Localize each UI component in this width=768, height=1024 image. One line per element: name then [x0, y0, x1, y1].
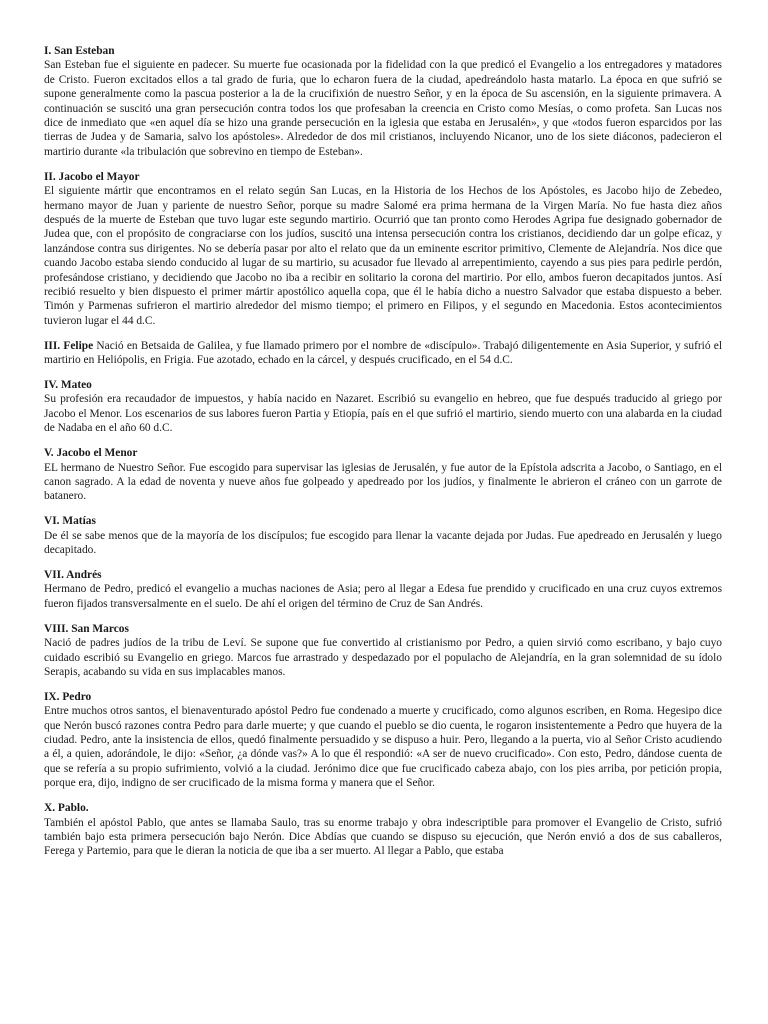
section-pedro: [44, 690, 722, 791]
section-title: II. Jacobo el Mayor: [44, 170, 140, 183]
section-body: Hermano de Pedro, predicó el evangelio a muchas naciones de Asia; pero al llegar a Edesa fue prendido y crucificado en una cruz cuyos extremos fueron fijados transversalmente en el suelo. De ahí el origen del término de Cruz de San Andrés.: [44, 583, 722, 610]
section-body: También el apóstol Pablo, que antes se llamaba Saulo, tras su enorme trabajo y obra indescriptible para promover el Evangelio de Cristo, sufrió también bajo esta primera persecución bajo Nerón. Dice Abdías que cuando se dispuso su ejecución, que Nerón envió a dos de sus caballeros, Ferega y Partemio, para que le dieran la noticia de que iba a ser muerto. Al llegar a Pablo, que estaba: [44, 816, 722, 858]
section-title: VII. Andrés: [44, 569, 102, 581]
section-title: V. Jacobo el Menor: [44, 447, 138, 460]
section-jacobo-el-mayor: [44, 170, 722, 328]
section-title: X. Pablo.: [44, 802, 89, 815]
section-body: De él se sabe menos que de la mayoría de los discípulos; fue escogido para llenar la vacante dejada por Judas. Fue apedreado en Jerusalén y luego decapitado.: [44, 529, 722, 557]
section-title: VIII. San Marcos: [44, 622, 129, 635]
section-san-esteban: [44, 44, 722, 159]
section-mateo: [44, 378, 722, 436]
section-body: Nació en Betsaida de Galilea, y fue llamado primero por el nombre de «discípulo». Trabajó diligentemente en Asia Superior, y sufrió el martirio en Heliópolis, en Frigia. Fue azotado, echado en la cárcel, y después crucificado, en el 54 d.C.: [44, 339, 722, 367]
section-san-marcos: [44, 622, 722, 680]
section-body: San Esteban fue el siguiente en padecer. Su muerte fue ocasionada por la fidelidad con la que predicó el Evangelio a los entregadores y matadores de Cristo. Fueron excitados ellos a tal grado de furia, que lo echaron fuera de la ciudad, apedreándolo hasta matarlo. La época en que sufrió se supone generalmente como la pascua posterior a la de la crucifixión de nuestro Señor, y en la época de Su ascensión, en la siguiente primavera. A continuación se suscitó una gran persecución contra todos los que profesaban la creencia en Cristo como Mesías, o como profeta. San Lucas nos dice de inmediato que «en aquel día se hizo una grande persecución en la iglesia que estaba en Jerusalén», y que «todos fueron esparcidos por las tierras de Judea y de Samaria, salvo los apóstoles». Alrededor de dos mil cristianos, incluyendo Nicanor, uno de los siete diáconos, padecieron el martirio durante «la tribulación que sobrevino en tiempo de Esteban».: [44, 59, 722, 158]
section-body: Nació de padres judíos de la tribu de Leví. Se supone que fue convertido al cristianismo por Pedro, a quien sirvió como escribano, y bajo cuyo cuidado escribió su Evangelio en griego. Marcos fue arrastrado y despedazado por el populacho de Alejandría, en la gran solemnidad de su ídolo Serapis, acabando su vida en sus implacables manos.: [44, 637, 722, 678]
section-title: III. Felipe: [44, 339, 94, 352]
section-andres: [44, 568, 722, 611]
section-body: El siguiente mártir que encontramos en el relato según San Lucas, en la Historia de los Hechos de los Apóstoles, es Jacobo hijo de Zebedeo, hermano mayor de Juan y pariente de nuestro Señor, porque su madre Salomé era prima hermana de la Virgen María. No fue hasta diez años después de la muerte de Esteban que tuvo lugar este segundo martirio. Ocurrió que tan pronto como Herodes Agripa fue designado gobernador de Judea que, con el propósito de congraciarse con los judíos, suscitó una intensa persecución contra los cristianos, decidiendo dar un golpe eficaz, y lanzándose contra sus dirigentes. No se debería pasar por alto el relato que da un eminente escritor primitivo, Clemente de Alejandría. Nos dice que cuando Jacobo estaba siendo conducido al lugar de su martirio, su acusador fue llevado al arrepentimiento, cayendo a sus pies para pedirle perdón, profesándose cristiano, y decidiendo que Jacobo no iba a recibir en solitario la corona del martirio. Por ello, ambos fueron decapitados juntos. Así recibió resuelto y bien dispuesto el primer mártir apostólico aquella copa, que él le había dicho a nuestro Salvador que estaba dispuesto a beber. Timón y Parmenas sufrieron el martirio alrededor del mismo tiempo; el primero en Filipos, y el segundo en Macedonia. Estos acontecimientos tuvieron lugar el 44 d.C.: [44, 185, 722, 327]
section-title: IX. Pedro: [44, 690, 92, 703]
section-pablo: [44, 801, 722, 859]
section-body: EL hermano de Nuestro Señor. Fue escogido para supervisar las iglesias de Jerusalén, y fue autor de la Epístola adscrita a Jacobo, o Santiago, en el canon sagrado. A la edad de noventa y nueve años fue golpeado y apedreado por los judíos, y finalmente le abrieron el cráneo con un garrote de batanero.: [44, 461, 722, 503]
document-page: [44, 44, 722, 869]
section-body: Su profesión era recaudador de impuestos, y había nacido en Nazaret. Escribió su evangelio en hebreo, que fue después traducido al griego por Jacobo el Menor. Los escenarios de sus labores fueron Partia y Etiopía, país en el que sufrió el martirio, siendo muerto con una alabarda en la ciudad de Nadaba en el año 60 d.C.: [44, 393, 722, 435]
section-body: Entre muchos otros santos, el bienaventurado apóstol Pedro fue condenado a muerte y crucificado, como algunos escriben, en Roma. Hegesipo dice que Nerón buscó razones contra Pedro para darle muerte; y que cuando el pueblo se dio cuenta, le rogaron insistentemente a Pedro que huyera de la ciudad. Pedro, ante la insistencia de ellos, quedó finalmente persuadido y se dispuso a huir. Pero, llegando a la puerta, vio al Señor Cristo acudiendo a él, a quien, adorándole, le dijo: «Señor, ¿a dónde vas?» A lo que él respondió: «A ser de nuevo crucificado». Con esto, Pedro, dándose cuenta de que se refería a su propio sufrimiento, volvió a la ciudad. Jerónimo dice que fue crucificado cabeza abajo, con los pies arriba, por petición propia, porque era, dijo, indigno de ser crucificado de la misma forma y manera que el Señor.: [44, 705, 722, 790]
section-title: VI. Matías: [44, 515, 96, 528]
section-title: IV. Mateo: [44, 379, 92, 392]
section-paragraph: [44, 339, 722, 368]
section-matias: [44, 514, 722, 557]
section-title: I. San Esteban: [44, 45, 115, 57]
section-felipe: [44, 339, 722, 368]
section-jacobo-el-menor: [44, 446, 722, 504]
